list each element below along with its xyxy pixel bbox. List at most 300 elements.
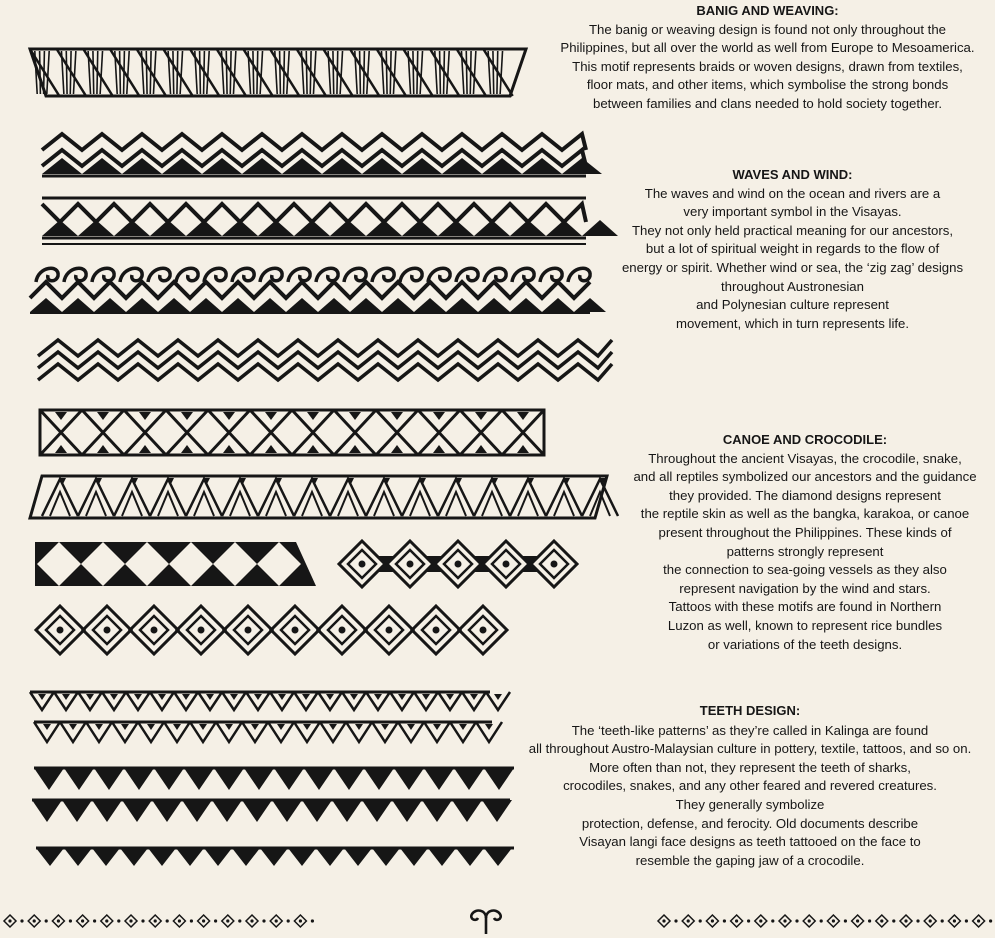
- solid-tooth: [190, 298, 222, 312]
- solid-tooth: [64, 848, 92, 866]
- tooth-notch: [494, 694, 502, 700]
- waves-text-line: movement, which in turn represents life.: [675, 315, 910, 331]
- solid-tooth: [272, 800, 302, 822]
- chevron-outer: [78, 479, 114, 516]
- cross-notch: [97, 445, 109, 453]
- chain-dot: [141, 919, 144, 922]
- diamond-dot: [154, 919, 157, 922]
- row-diamond-dot: [104, 627, 111, 634]
- chain-dot: [262, 919, 265, 922]
- tooth-notch: [251, 724, 259, 730]
- solid-tooth: [542, 298, 574, 312]
- solid-tooth: [120, 848, 148, 866]
- banig-hatch-line: [440, 51, 441, 94]
- cross-notch: [475, 445, 487, 453]
- solid-tooth: [34, 768, 64, 790]
- cross-notch: [433, 412, 445, 420]
- chevron-outer: [474, 479, 510, 516]
- solid-tooth: [382, 298, 414, 312]
- zigzag-line: [38, 352, 612, 368]
- banig-hatch-line: [253, 51, 254, 94]
- teeth-band-outline-2: [34, 722, 502, 742]
- canoe-text-line: Throughout the ancient Visayas, the crocodile, snake,: [648, 450, 962, 466]
- chevron-outer: [366, 479, 402, 516]
- chain-dot: [20, 919, 23, 922]
- solid-tooth: [126, 298, 158, 312]
- solid-tooth: [510, 220, 546, 236]
- banig-text-line: This motif represents braids or woven designs, drawn from textiles,: [572, 58, 963, 74]
- wave-curl: [260, 268, 282, 282]
- chain-dot: [747, 919, 750, 922]
- chain-dot: [892, 919, 895, 922]
- chain-diamond-dot: [551, 561, 558, 568]
- chevron-outer: [258, 479, 294, 516]
- solid-tooth: [274, 768, 304, 790]
- canoe-text-line: represent navigation by the wind and stars.: [679, 580, 931, 596]
- diamond-dot: [81, 919, 84, 922]
- banig-hatch-line: [44, 51, 45, 94]
- chain-dot: [238, 919, 241, 922]
- banig-hatch-line: [386, 51, 387, 94]
- canoe-text-line: they provided. The diamond designs represent: [669, 487, 941, 503]
- banig-hatch-line: [390, 51, 391, 94]
- solid-tooth: [478, 298, 510, 312]
- solid-tooth: [176, 848, 204, 866]
- solid-tooth: [36, 848, 64, 866]
- row-diamond-dot: [386, 627, 393, 634]
- band-frame: [40, 410, 544, 455]
- wave-curl-band: [30, 268, 606, 313]
- solid-tooth: [30, 298, 62, 312]
- banig-hatch-line: [146, 51, 147, 94]
- chain-dot: [771, 919, 774, 922]
- waves-wind-heading: WAVES AND WIND:: [732, 167, 853, 182]
- teeth-band-solid-1: [34, 768, 514, 790]
- canoe-text-line: or variations of the teeth designs.: [707, 636, 903, 652]
- solid-tooth: [402, 220, 438, 236]
- diamond-dot: [880, 919, 883, 922]
- solid-tooth: [286, 298, 318, 312]
- diamond-dot: [33, 919, 36, 922]
- banig-hatch-line: [97, 51, 98, 94]
- solid-tooth: [330, 220, 366, 236]
- teeth-band-outline-1: [30, 692, 510, 710]
- banig-hatch-line: [70, 51, 71, 94]
- banig-hatch-line: [40, 51, 41, 94]
- banig-hatch-line: [204, 51, 205, 94]
- banig-hatch-line: [100, 51, 102, 94]
- tooth-notch: [278, 694, 286, 700]
- chevron-outer: [438, 479, 474, 516]
- solid-tooth: [94, 298, 126, 312]
- cross-notch: [223, 445, 235, 453]
- banig-hatch-line: [466, 51, 467, 94]
- waves-text-line: very important symbol in the Visayas.: [683, 204, 902, 220]
- diamond-dot: [178, 919, 181, 922]
- solid-tooth: [42, 220, 78, 236]
- tooth-notch: [173, 724, 181, 730]
- zigzag-line: [38, 340, 612, 356]
- chevron-outer: [330, 479, 366, 516]
- wave-curl: [568, 268, 590, 282]
- banig-text-line: The banig or weaving design is found not only throughout the: [588, 21, 947, 37]
- tooth-notch: [355, 724, 363, 730]
- chevron-outer: [150, 479, 186, 516]
- wave-curl: [456, 268, 478, 282]
- zigzag-band-b: [42, 198, 618, 244]
- row-diamond-dot: [480, 627, 487, 634]
- solid-tooth: [152, 800, 182, 822]
- chain-dot: [45, 919, 48, 922]
- banig-hatch-line: [153, 51, 155, 94]
- teeth-text-line: crocodiles, snakes, and any other feared and revered creatures.: [563, 778, 937, 794]
- chain-dot: [916, 919, 919, 922]
- tooth-notch: [95, 724, 103, 730]
- solid-tooth: [254, 298, 286, 312]
- wave-curl: [484, 268, 506, 282]
- cross-notch: [391, 412, 403, 420]
- horn-right: [486, 911, 501, 920]
- banig-hatch-line: [493, 51, 494, 94]
- diamond-dot: [953, 919, 956, 922]
- canoe-text-line: Tattoos with these motifs are found in Northern: [668, 599, 942, 615]
- diamond-dot: [57, 919, 60, 922]
- zigzag-line: [30, 282, 590, 298]
- wave-curl: [540, 268, 562, 282]
- solid-tooth: [184, 768, 214, 790]
- banig-text-line: between families and clans needed to hold society together.: [593, 95, 942, 111]
- solid-tooth: [510, 298, 542, 312]
- cross-notch: [307, 412, 319, 420]
- cross-notch: [517, 445, 529, 453]
- cross-notch: [139, 412, 151, 420]
- teeth-design-section: [505, 702, 995, 870]
- tooth-notch: [206, 694, 214, 700]
- cross-notch: [307, 445, 319, 453]
- chain-dot: [311, 919, 314, 922]
- cross-notch: [517, 412, 529, 420]
- chain-dot: [287, 919, 290, 922]
- chevron-outer: [402, 479, 438, 516]
- banig-hatch-line: [124, 51, 125, 94]
- solid-tooth: [392, 800, 422, 822]
- banig-hatch-line: [313, 51, 315, 94]
- diamond-dot: [275, 919, 278, 922]
- cross-notch: [265, 445, 277, 453]
- solid-tooth: [232, 848, 260, 866]
- diamond-dot: [759, 919, 762, 922]
- solid-tooth: [294, 220, 330, 236]
- chevron-outer: [294, 479, 330, 516]
- outlined-diamond-row: [36, 606, 507, 654]
- chain-dot: [674, 919, 677, 922]
- cross-notch: [55, 412, 67, 420]
- diamond-dot: [250, 919, 253, 922]
- banig-hatch-line: [200, 51, 201, 94]
- teeth-band-solid-3: [36, 848, 514, 866]
- banig-hatch-line: [306, 51, 307, 94]
- wave-curl: [344, 268, 366, 282]
- banig-hatch-line: [177, 51, 178, 94]
- chevron-outer: [186, 479, 222, 516]
- solid-tooth: [222, 298, 254, 312]
- banig-text-line: floor mats, and other items, which symbolise the strong bonds: [586, 77, 949, 93]
- solid-tooth: [154, 768, 184, 790]
- cross-notch: [433, 445, 445, 453]
- solid-tooth: [456, 848, 484, 866]
- solid-tooth: [332, 800, 362, 822]
- chain-dot: [699, 919, 702, 922]
- waves-text-line: and Polynesian culture represent: [696, 297, 889, 313]
- chain-dot: [989, 919, 992, 922]
- solid-tooth: [124, 768, 154, 790]
- tooth-notch: [433, 724, 441, 730]
- chain-diamond-dot: [503, 561, 510, 568]
- row-diamond-dot: [292, 627, 299, 634]
- banig-hatch-line: [173, 51, 174, 94]
- diamond-dot: [129, 919, 132, 922]
- banig-hatch-line: [180, 51, 182, 94]
- teeth-text-line: resemble the gaping jaw of a crocodile.: [635, 852, 865, 868]
- horn-left: [471, 911, 486, 934]
- chain-dot: [941, 919, 944, 922]
- banig-band-outline: [30, 49, 526, 96]
- solid-tooth: [302, 800, 332, 822]
- zigzag-line: [42, 204, 586, 222]
- banig-hatch-line: [364, 51, 365, 94]
- diamond-dot: [662, 919, 665, 922]
- solid-tooth: [214, 768, 244, 790]
- cross-x-band: [40, 410, 544, 455]
- solid-tooth: [92, 848, 120, 866]
- solid-tooth: [452, 800, 482, 822]
- banig-hatch-line: [340, 51, 342, 94]
- solid-tooth: [344, 848, 372, 866]
- tooth-notch: [62, 694, 70, 700]
- solid-tooth: [446, 298, 478, 312]
- banig-hatch-line: [473, 51, 475, 94]
- solid-tooth: [422, 800, 452, 822]
- row-diamond-dot: [57, 627, 64, 634]
- solid-tooth: [394, 768, 424, 790]
- diamond-dot: [735, 919, 738, 922]
- banig-hatch-line: [284, 51, 285, 94]
- diamond-dot: [711, 919, 714, 922]
- solid-tooth: [242, 800, 272, 822]
- tooth-notch: [110, 694, 118, 700]
- teeth-text-line: The ‘teeth-like patterns’ as they’re called in Kalinga are found: [571, 722, 929, 738]
- diamond-dot: [832, 919, 835, 922]
- diamond-dot: [687, 919, 690, 922]
- tooth-notch: [470, 694, 478, 700]
- wave-curl: [176, 268, 198, 282]
- banig-hatch-line: [500, 51, 502, 94]
- cross-notch: [223, 412, 235, 420]
- solid-tooth: [222, 220, 258, 236]
- diamond-dot: [226, 919, 229, 922]
- banig-hatch-line: [447, 51, 449, 94]
- chain-dot: [844, 919, 847, 922]
- chain-dot: [868, 919, 871, 922]
- tooth-notch: [254, 694, 262, 700]
- chevron-outer: [42, 479, 78, 516]
- solid-tooth: [304, 768, 334, 790]
- tooth-notch: [398, 694, 406, 700]
- chain-diamond-dot: [455, 561, 462, 568]
- diamond-dot: [977, 919, 980, 922]
- canoe-text-line: Luzon as well, known to represent rice bundles: [667, 617, 943, 633]
- zigzag-line: [38, 364, 612, 380]
- banig-hatch-line: [230, 51, 231, 94]
- wave-curl: [64, 268, 86, 282]
- tooth-notch: [38, 694, 46, 700]
- solid-diamond-band: [35, 542, 316, 586]
- cross-notch: [475, 412, 487, 420]
- teeth-text-line: all throughout Austro-Malaysian culture in pottery, textile, tattoos, and so on.: [528, 741, 972, 757]
- solid-tooth: [150, 220, 186, 236]
- cross-notch: [97, 412, 109, 420]
- wave-curl: [372, 268, 394, 282]
- solid-tooth: [438, 220, 474, 236]
- cross-notch: [139, 445, 151, 453]
- solid-tooth: [424, 768, 454, 790]
- chain-dot: [190, 919, 193, 922]
- chain-dot: [723, 919, 726, 922]
- chain-diamond-dot: [407, 561, 414, 568]
- row-diamond-dot: [151, 627, 158, 634]
- wave-curl: [148, 268, 170, 282]
- solid-tooth: [288, 848, 316, 866]
- chain-diamond-dot: [359, 561, 366, 568]
- zigzag-line: [42, 134, 586, 150]
- chain-dot: [69, 919, 72, 922]
- tooth-notch: [485, 724, 493, 730]
- solid-tooth: [400, 848, 428, 866]
- banig-hatch-line: [127, 51, 129, 94]
- teeth-text-line: Visayan langi face designs as teeth tattooed on the face to: [579, 834, 921, 850]
- tooth-notch: [158, 694, 166, 700]
- wave-curl: [92, 268, 114, 282]
- tooth-notch: [459, 724, 467, 730]
- solid-tooth: [316, 848, 344, 866]
- banig-hatch-line: [226, 51, 227, 94]
- solid-tooth: [258, 220, 294, 236]
- solid-tooth: [182, 800, 212, 822]
- banig-hatch-line: [73, 51, 75, 94]
- tooth-notch: [374, 694, 382, 700]
- banig-hatch-line: [257, 51, 258, 94]
- banig-weaving-heading: BANIG AND WEAVING:: [696, 3, 839, 18]
- solid-tooth: [122, 800, 152, 822]
- cross-notch: [55, 445, 67, 453]
- diamond-dot: [783, 919, 786, 922]
- solid-tooth: [350, 298, 382, 312]
- tooth-notch: [199, 724, 207, 730]
- teeth-text-line: protection, defense, and ferocity. Old documents describe: [581, 815, 919, 831]
- banig-hatch-line: [287, 51, 289, 94]
- banig-hatch-line: [207, 51, 209, 94]
- tooth-notch: [225, 724, 233, 730]
- waves-text-line: The waves and wind on the ocean and rivers are a: [644, 185, 941, 201]
- tooth-notch: [134, 694, 142, 700]
- solid-tooth: [334, 768, 364, 790]
- teeth-text-line: More often than not, they represent the teeth of sharks,: [589, 759, 911, 775]
- diamond-dot: [929, 919, 932, 922]
- tooth-notch: [422, 694, 430, 700]
- solid-tooth: [244, 768, 274, 790]
- wave-curl: [204, 268, 226, 282]
- banig-hatch-line: [233, 51, 235, 94]
- banig-weaving-section: [540, 2, 995, 114]
- solid-tooth: [546, 220, 582, 236]
- diamond-dot: [105, 919, 108, 922]
- chain-dot: [820, 919, 823, 922]
- banig-hatch-line: [420, 51, 422, 94]
- chain-dot: [795, 919, 798, 922]
- solid-tooth: [318, 298, 350, 312]
- solid-tooth: [204, 848, 232, 866]
- tooth-notch: [303, 724, 311, 730]
- tooth-notch: [230, 694, 238, 700]
- cross-notch: [349, 412, 361, 420]
- wave-curl: [428, 268, 450, 282]
- wave-curl: [36, 268, 58, 282]
- chevron-outer: [114, 479, 150, 516]
- chain-dot: [117, 919, 120, 922]
- solid-tooth: [362, 800, 392, 822]
- canoe-text-line: and all reptiles symbolized our ancestors and the guidance: [633, 469, 977, 485]
- chevron-outer: [510, 479, 546, 516]
- tooth-notch: [277, 724, 285, 730]
- tooth-notch: [350, 694, 358, 700]
- diamond-dot: [856, 919, 859, 922]
- solid-tooth: [94, 768, 124, 790]
- chevron-outer: [546, 479, 582, 516]
- canoe-text-line: patterns strongly represent: [726, 543, 884, 559]
- waves-wind-section: [590, 166, 995, 333]
- canoe-crocodile-heading: CANOE AND CROCODILE:: [722, 432, 888, 447]
- wave-curl: [400, 268, 422, 282]
- tooth-notch: [446, 694, 454, 700]
- solid-tooth: [212, 800, 242, 822]
- diamond-dot: [8, 919, 11, 922]
- solid-tooth: [428, 848, 456, 866]
- row-diamond-dot: [245, 627, 252, 634]
- waves-text-line: They not only held practical meaning for our ancestors,: [631, 222, 954, 238]
- tooth-notch: [407, 724, 415, 730]
- chain-dot: [214, 919, 217, 922]
- row-diamond-dot: [433, 627, 440, 634]
- solid-tooth: [364, 768, 394, 790]
- diamond-dot: [202, 919, 205, 922]
- banig-hatch-line: [47, 51, 49, 94]
- banig-hatch-line: [360, 51, 361, 94]
- wave-curl: [232, 268, 254, 282]
- cross-notch: [181, 412, 193, 420]
- chevron-outer: [222, 479, 258, 516]
- diamond-dot: [904, 919, 907, 922]
- banig-text-line: Philippines, but all over the world as well from Europe to Mesoamerica.: [560, 40, 975, 56]
- banig-hatch-line: [444, 51, 445, 94]
- footer-ornament-left: [4, 915, 314, 927]
- cross-notch: [265, 412, 277, 420]
- banig-hatch-line: [497, 51, 498, 94]
- cross-notch: [181, 445, 193, 453]
- tooth-notch: [381, 724, 389, 730]
- wave-curl: [512, 268, 534, 282]
- banig-hatch-line: [413, 51, 414, 94]
- triple-zigzag-band: [38, 340, 612, 380]
